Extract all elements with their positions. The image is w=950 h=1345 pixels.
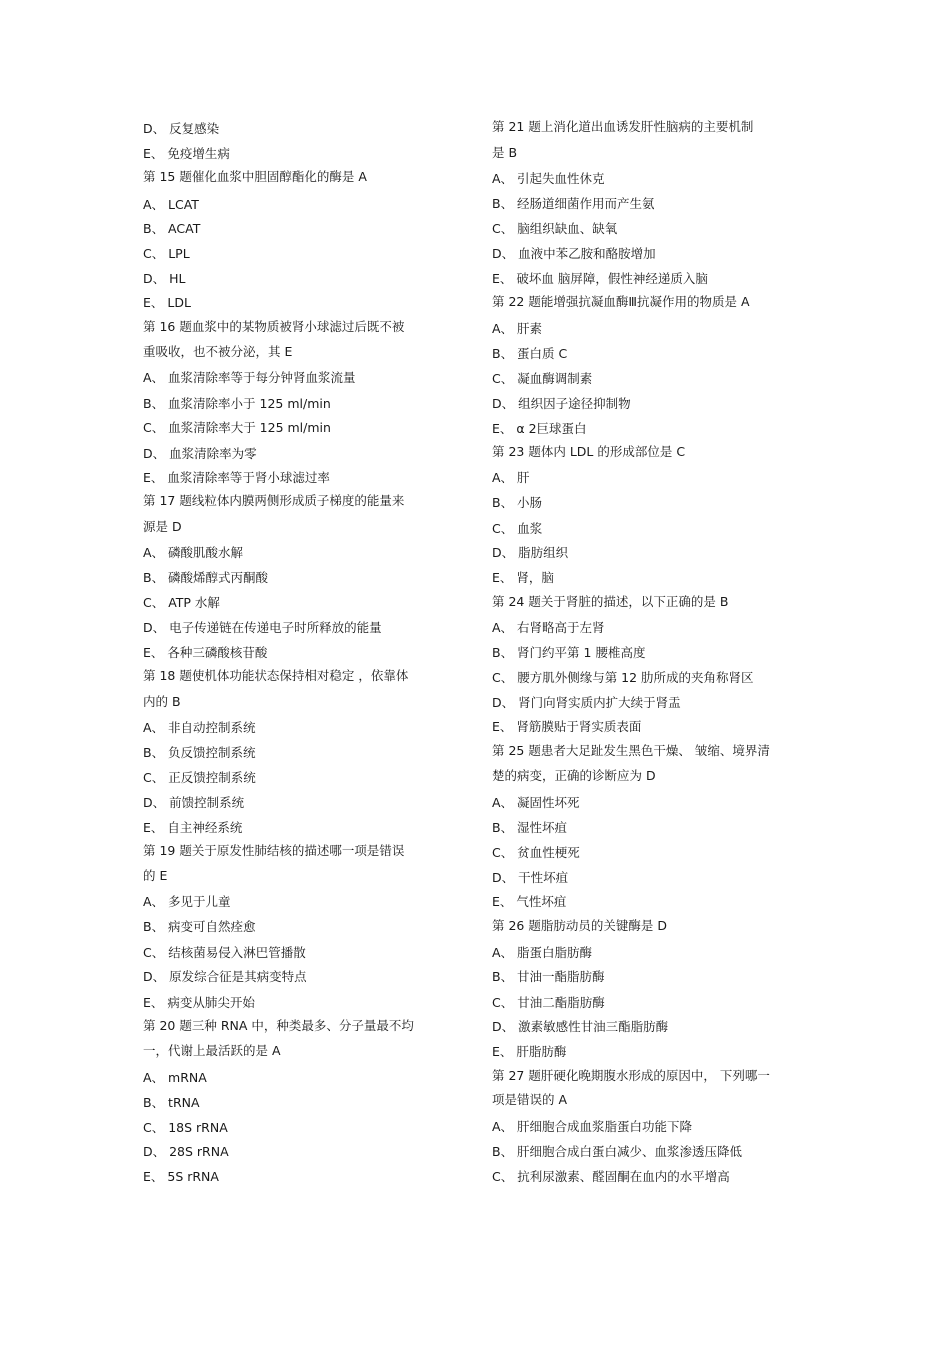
option-line: B、 血浆清除率小于 125 ml/min (143, 396, 331, 411)
question-line: 是 B (492, 145, 518, 160)
option-line: D、 血浆清除率为零 (143, 446, 257, 461)
option-line: E、 各种三磷酸核苷酸 (143, 645, 268, 660)
option-line: A、 凝固性坏死 (492, 795, 580, 810)
question-line: 第 22 题能增强抗凝血酶Ⅲ抗凝作用的物质是 A (492, 294, 750, 309)
option-line: A、 肝素 (492, 321, 543, 336)
option-line: B、 ACAT (143, 221, 201, 236)
option-line: C、 血浆 (492, 521, 543, 536)
option-line: D、 前馈控制系统 (143, 795, 245, 810)
option-line: C、 甘油二酯脂肪酶 (492, 995, 605, 1010)
option-line: A、 mRNA (143, 1070, 207, 1085)
option-line: B、 经肠道细菌作用而产生氨 (492, 196, 655, 211)
option-line: C、 ATP 水解 (143, 595, 220, 610)
question-line: 第 23 题体内 LDL 的形成部位是 C (492, 444, 686, 459)
question-line: 第 16 题血浆中的某物质被肾小球滤过后既不被 (143, 319, 405, 334)
option-line: A、 引起失血性休克 (492, 171, 605, 186)
option-line: B、 湿性坏疽 (492, 820, 568, 835)
question-line: 一，代谢上最活跃的是 A (143, 1043, 281, 1058)
option-line: E、 破坏血 脑屏障，假性神经递质入脑 (492, 271, 708, 286)
question-line: 第 25 题患者大足趾发生黑色干燥、 皱缩、境界清 (492, 743, 770, 758)
option-line: B、 肾门约平第 1 腰椎高度 (492, 645, 646, 660)
option-line: B、 病变可自然痊愈 (143, 919, 256, 934)
question-line: 第 27 题肝硬化晚期腹水形成的原因中， 下列哪一 (492, 1068, 770, 1083)
question-line: 第 26 题脂肪动员的关键酶是 D (492, 918, 667, 933)
option-line: E、 气性坏疽 (492, 894, 567, 909)
option-line: E、 病变从肺尖开始 (143, 995, 255, 1010)
option-line: A、 肝 (492, 470, 530, 485)
option-line: A、 多见于儿童 (143, 894, 231, 909)
option-line: C、 脑组织缺血、缺氧 (492, 221, 618, 236)
option-line: E、 肾筋膜贴于肾实质表面 (492, 719, 642, 734)
option-line: C、 贫血性梗死 (492, 845, 580, 860)
option-line: D、 血液中苯乙胺和酪胺增加 (492, 246, 656, 261)
option-line: D、 脂肪组织 (492, 545, 569, 560)
question-line: 第 18 题使机体功能状态保持相对稳定 ，依靠体 (143, 668, 409, 683)
option-line: A、 非自动控制系统 (143, 720, 256, 735)
option-line: D、 原发综合征是其病变特点 (143, 969, 307, 984)
text-line: E、 免疫增生病 (143, 146, 230, 161)
option-line: A、 脂蛋白脂肪酶 (492, 945, 593, 960)
question-line: 第 17 题线粒体内膜两侧形成质子梯度的能量来 (143, 493, 405, 508)
option-line: D、 组织因子途径抑制物 (492, 396, 631, 411)
option-line: C、 正反馈控制系统 (143, 770, 256, 785)
question-line: 第 15 题催化血浆中胆固醇酯化的酶是 A (143, 169, 367, 184)
question-line: 源是 D (143, 519, 182, 534)
question-line: 重吸收，也不被分泌，其 E (143, 344, 293, 359)
question-line: 内的 B (143, 694, 181, 709)
question-line: 楚的病变，正确的诊断应为 D (492, 768, 656, 783)
option-line: A、 右肾略高于左肾 (492, 620, 605, 635)
option-line: C、 18S rRNA (143, 1120, 228, 1135)
option-line: C、 抗利尿激素、醛固酮在血内的水平增高 (492, 1169, 730, 1184)
question-line: 第 20 题三种 RNA 中，种类最多、分子量最不均 (143, 1018, 414, 1033)
option-line: C、 血浆清除率大于 125 ml/min (143, 420, 331, 435)
option-line: D、 干性坏疽 (492, 870, 569, 885)
option-line: B、 甘油一酯脂肪酶 (492, 969, 605, 984)
option-line: B、 蛋白质 C (492, 346, 568, 361)
option-line: B、 tRNA (143, 1095, 200, 1110)
question-line: 项是错误的 A (492, 1092, 568, 1107)
question-line: 的 E (143, 868, 168, 883)
option-line: E、 肝脂肪酶 (492, 1044, 567, 1059)
option-line: E、 血浆清除率等于肾小球滤过率 (143, 470, 330, 485)
question-line: 第 21 题上消化道出血诱发肝性脑病的主要机制 (492, 119, 754, 134)
option-line: E、 LDL (143, 295, 191, 310)
option-line: B、 负反馈控制系统 (143, 745, 256, 760)
option-line: A、 磷酸肌酸水解 (143, 545, 244, 560)
option-line: D、 28S rRNA (143, 1144, 229, 1159)
question-line: 第 24 题关于肾脏的描述，以下正确的是 B (492, 594, 729, 609)
option-line: C、 腰方肌外侧缘与第 12 肋所成的夹角称肾区 (492, 670, 754, 685)
option-line: A、 LCAT (143, 197, 199, 212)
option-line: E、 α 2巨球蛋白 (492, 421, 587, 436)
option-line: D、 激素敏感性甘油三酯脂肪酶 (492, 1019, 669, 1034)
option-line: D、 HL (143, 271, 186, 286)
option-line: C、 结核菌易侵入淋巴管播散 (143, 945, 306, 960)
option-line: E、 自主神经系统 (143, 820, 243, 835)
option-line: A、 肝细胞合成血浆脂蛋白功能下降 (492, 1119, 693, 1134)
option-line: C、 LPL (143, 246, 190, 261)
question-line: 第 19 题关于原发性肺结核的描述哪一项是错误 (143, 843, 405, 858)
text-line: D、 反复感染 (143, 121, 220, 136)
option-line: B、 磷酸烯醇式丙酮酸 (143, 570, 269, 585)
option-line: E、 5S rRNA (143, 1169, 219, 1184)
option-line: C、 凝血酶调制素 (492, 371, 593, 386)
option-line: A、 血浆清除率等于每分钟肾血浆流量 (143, 370, 356, 385)
option-line: D、 电子传递链在传递电子时所释放的能量 (143, 620, 382, 635)
option-line: B、 小肠 (492, 495, 543, 510)
option-line: D、 肾门向肾实质内扩大续于肾盂 (492, 695, 681, 710)
option-line: E、 肾，脑 (492, 570, 554, 585)
option-line: B、 肝细胞合成白蛋白减少、血浆渗透压降低 (492, 1144, 743, 1159)
